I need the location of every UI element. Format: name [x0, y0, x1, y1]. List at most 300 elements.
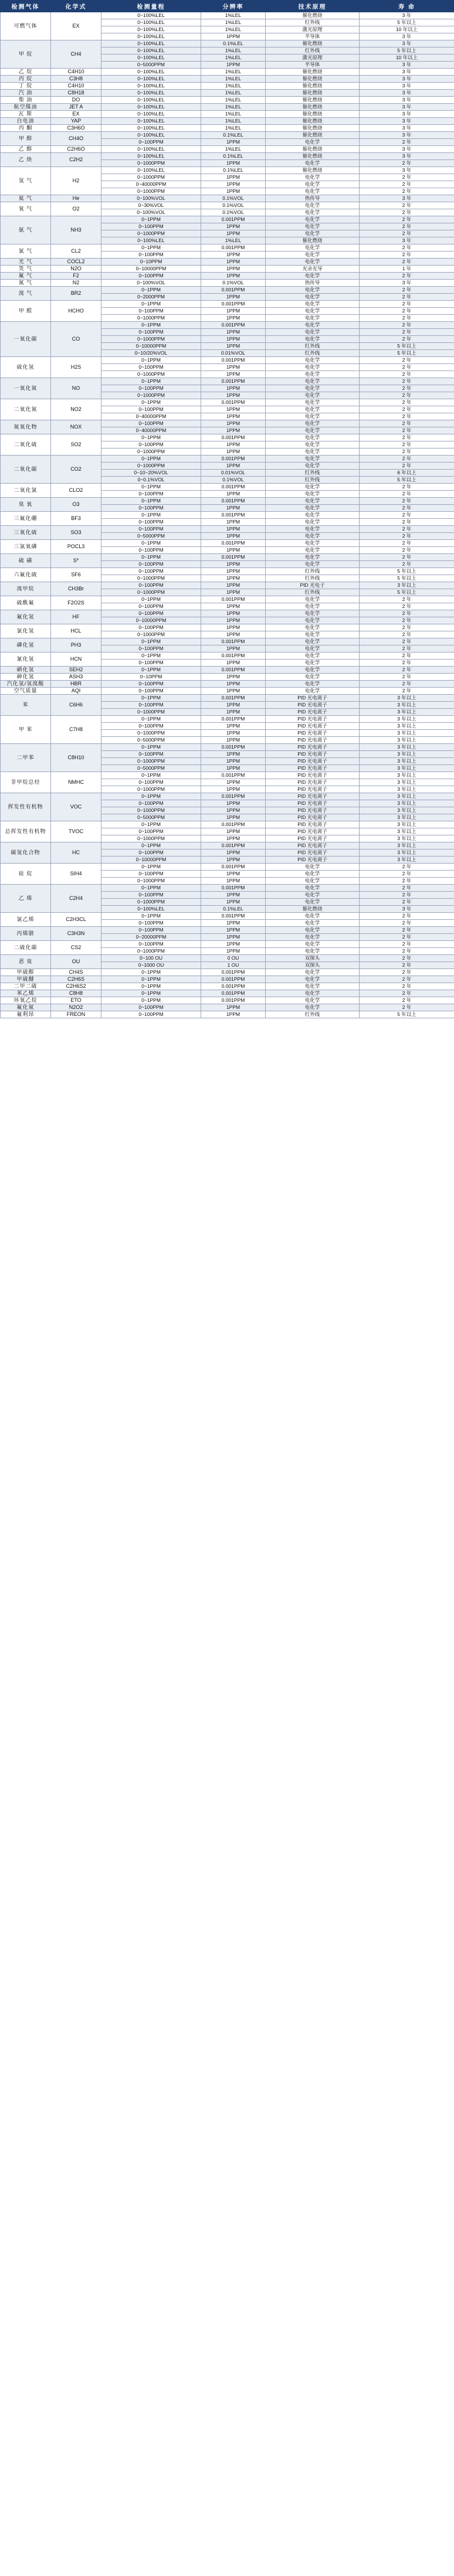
cell-technology: 红外线: [266, 350, 360, 357]
cell-technology: 电化学: [266, 188, 360, 195]
cell-lifetime: 2 年: [360, 434, 454, 441]
cell-technology: 电化学: [266, 448, 360, 456]
cell-formula: NMHC: [51, 772, 101, 793]
cell-lifetime: 2 年: [360, 371, 454, 378]
cell-gas-name: 非甲烷总烃: [1, 772, 51, 793]
cell-formula: CS2: [51, 941, 101, 955]
cell-technology: 电化学: [266, 674, 360, 681]
cell-gas-name: 三氧化硫: [1, 526, 51, 540]
cell-resolution: 1PPM: [201, 603, 266, 610]
cell-gas-name: 二氧化氮: [1, 399, 51, 420]
table-row: [1, 512, 454, 519]
cell-range: 0~1000PPM: [101, 948, 201, 955]
cell-gas-name: 二甲二硫: [1, 983, 51, 990]
cell-resolution: 1PPM: [201, 934, 266, 941]
cell-technology: PID 光电离子: [266, 702, 360, 709]
cell-range: 0~100PPM: [101, 702, 201, 709]
cell-range: 0~100%LEL: [101, 906, 201, 913]
cell-lifetime: 2 年: [360, 441, 454, 448]
cell-resolution: 1PPM: [201, 688, 266, 695]
cell-lifetime: 2 年: [360, 526, 454, 533]
cell-gas-name: 硫 磺: [1, 554, 51, 568]
cell-range: 0~1000PPM: [101, 807, 201, 814]
cell-resolution: 0.001PPM: [201, 512, 266, 519]
cell-range: 0~100%LEL: [101, 83, 201, 90]
cell-resolution: 1PPM: [201, 259, 266, 266]
table-row: [1, 301, 454, 308]
cell-formula: BF3: [51, 512, 101, 526]
cell-formula: HF: [51, 610, 101, 624]
cell-lifetime: 2 年: [360, 638, 454, 645]
table-row: [1, 104, 454, 111]
cell-formula: AQI: [51, 688, 101, 695]
cell-resolution: 1PPM: [201, 589, 266, 596]
cell-lifetime: 3 年以上: [360, 758, 454, 765]
cell-gas-name: 乙 烯: [1, 885, 51, 913]
cell-range: 0~1PPM: [101, 744, 201, 751]
cell-resolution: 1PPM: [201, 730, 266, 737]
cell-lifetime: 5 年以上: [360, 1011, 454, 1018]
cell-range: 0~40000PPM: [101, 181, 201, 188]
cell-technology: 电化学: [266, 181, 360, 188]
cell-resolution: 1PPM: [201, 681, 266, 688]
cell-range: 0~40000PPM: [101, 427, 201, 434]
cell-lifetime: 2 年: [360, 878, 454, 885]
cell-resolution: 1PPM: [201, 702, 266, 709]
cell-lifetime: 2 年: [360, 948, 454, 955]
cell-technology: 电化学: [266, 512, 360, 519]
cell-technology: 电化学: [266, 385, 360, 392]
cell-range: 0~1PPM: [101, 301, 201, 308]
cell-range: 0~100 OU: [101, 955, 201, 962]
cell-resolution: 1PPM: [201, 519, 266, 526]
cell-lifetime: 2 年: [360, 315, 454, 322]
cell-formula: NH3: [51, 216, 101, 244]
cell-technology: 电化学: [266, 287, 360, 294]
cell-resolution: 1PPM: [201, 814, 266, 821]
cell-range: 0~1PPM: [101, 990, 201, 997]
cell-range: 0~100%LEL: [101, 132, 201, 139]
cell-technology: PID 光电离子: [266, 807, 360, 814]
cell-technology: 催化燃烧: [266, 132, 360, 139]
cell-formula: SIH4: [51, 864, 101, 885]
cell-technology: 电化学: [266, 357, 360, 364]
cell-resolution: 1PPM: [201, 610, 266, 617]
cell-resolution: 1%LEL: [201, 97, 266, 104]
cell-formula: HCN: [51, 653, 101, 667]
cell-formula: COCL2: [51, 259, 101, 266]
cell-range: 0~10PPM: [101, 674, 201, 681]
cell-lifetime: 3 年以上: [360, 744, 454, 751]
cell-gas-name: 挥发性有机物: [1, 793, 51, 821]
cell-lifetime: 2 年: [360, 406, 454, 413]
cell-technology: 电化学: [266, 216, 360, 223]
cell-range: 0~1PPM: [101, 540, 201, 547]
table-row: [1, 244, 454, 252]
cell-resolution: 1PPM: [201, 624, 266, 631]
table-row: [1, 624, 454, 631]
cell-gas-name: 乙 醇: [1, 146, 51, 153]
gas-detection-spec-table-page: [0, 0, 454, 1018]
cell-gas-name: 丙 酮: [1, 125, 51, 132]
cell-gas-name: 甲 苯: [1, 716, 51, 744]
cell-range: 0~100PPM: [101, 505, 201, 512]
cell-lifetime: 2 年: [360, 413, 454, 420]
table-row: [1, 716, 454, 723]
cell-range: 0~100%LEL: [101, 40, 201, 47]
cell-formula: POCL3: [51, 540, 101, 554]
cell-range: 0~1000PPM: [101, 730, 201, 737]
cell-technology: 电化学: [266, 420, 360, 427]
cell-range: 0~100PPM: [101, 491, 201, 498]
cell-formula: N2: [51, 280, 101, 287]
cell-technology: 电化学: [266, 554, 360, 561]
table-row: [1, 695, 454, 702]
cell-lifetime: 2 年: [360, 681, 454, 688]
cell-gas-name: 一氧化氮: [1, 378, 51, 399]
cell-lifetime: 2 年: [360, 491, 454, 498]
cell-technology: 催化燃烧: [266, 146, 360, 153]
cell-resolution: 0.001PPM: [201, 434, 266, 441]
cell-resolution: 0.1%LEL: [201, 132, 266, 139]
cell-technology: 电化学: [266, 899, 360, 906]
cell-resolution: 0.001PPM: [201, 498, 266, 505]
cell-range: 0~100PPM: [101, 1004, 201, 1011]
cell-resolution: 1PPM: [201, 1004, 266, 1011]
table-row: [1, 167, 454, 174]
cell-range: 0~1000PPM: [101, 463, 201, 470]
cell-lifetime: 6 年以上: [360, 470, 454, 477]
cell-gas-name: 丙烯腈: [1, 927, 51, 941]
table-row: [1, 842, 454, 849]
cell-technology: 电化学: [266, 371, 360, 378]
cell-technology: 电化学: [266, 561, 360, 568]
cell-range: 0~1000PPM: [101, 174, 201, 181]
cell-resolution: 0.001PPM: [201, 638, 266, 645]
table-row: [1, 266, 454, 273]
cell-resolution: 1%LEL: [201, 146, 266, 153]
cell-range: 0~100PPM: [101, 603, 201, 610]
cell-technology: 电化学: [266, 681, 360, 688]
cell-lifetime: 2 年: [360, 399, 454, 406]
cell-lifetime: 2 年: [360, 308, 454, 315]
cell-range: 0~1PPM: [101, 638, 201, 645]
cell-resolution: 0.001PPM: [201, 821, 266, 828]
cell-lifetime: 3 年以上: [360, 857, 454, 864]
cell-technology: 电化学: [266, 174, 360, 181]
cell-range: 0~1000PPM: [101, 371, 201, 378]
cell-formula: C2H2: [51, 153, 101, 167]
cell-resolution: 1PPM: [201, 737, 266, 744]
cell-lifetime: 5 年以上: [360, 343, 454, 350]
cell-technology: 电化学: [266, 596, 360, 603]
cell-resolution: 0 OU: [201, 955, 266, 962]
cell-technology: 电化学: [266, 427, 360, 434]
cell-resolution: 1PPM: [201, 828, 266, 835]
cell-range: 0~100PPM: [101, 308, 201, 315]
cell-resolution: 1 OU: [201, 962, 266, 969]
cell-formula: C2H6S2: [51, 983, 101, 990]
cell-range: 0~1PPM: [101, 997, 201, 1004]
cell-technology: PID 光电离子: [266, 709, 360, 716]
cell-lifetime: 3 年以上: [360, 737, 454, 744]
cell-lifetime: 2 年: [360, 899, 454, 906]
cell-range: 0~1PPM: [101, 216, 201, 223]
cell-technology: 电化学: [266, 315, 360, 322]
cell-range: 0~1000PPM: [101, 575, 201, 582]
cell-gas-name: 恶 臭: [1, 955, 51, 969]
cell-technology: 催化燃烧: [266, 97, 360, 104]
cell-gas-name: 氟 气: [1, 273, 51, 280]
cell-technology: 热传导: [266, 195, 360, 202]
cell-formula: C2H4: [51, 885, 101, 913]
cell-resolution: 1PPM: [201, 315, 266, 322]
cell-technology: PID 光电离子: [266, 765, 360, 772]
cell-formula: NO: [51, 378, 101, 399]
cell-lifetime: 2 年: [360, 892, 454, 899]
table-row: [1, 111, 454, 118]
cell-range: 0~1000PPM: [101, 392, 201, 399]
cell-range: 0~1PPM: [101, 653, 201, 660]
cell-formula: JET A: [51, 104, 101, 111]
cell-range: 0~1PPM: [101, 885, 201, 892]
table-row: [1, 983, 454, 990]
cell-technology: 电化学: [266, 202, 360, 209]
cell-formula: C7H8: [51, 716, 101, 744]
cell-formula: VOC: [51, 793, 101, 821]
table-row: [1, 913, 454, 920]
cell-gas-name: 硒化氢: [1, 667, 51, 674]
cell-technology: 电化学: [266, 244, 360, 252]
cell-technology: 催化燃烧: [266, 153, 360, 160]
cell-formula: FREON: [51, 1011, 101, 1018]
cell-gas-name: 氟利昂: [1, 1011, 51, 1018]
cell-lifetime: 2 年: [360, 364, 454, 371]
cell-lifetime: 2 年: [360, 660, 454, 667]
cell-formula: CH4: [51, 40, 101, 69]
cell-range: 0~100PPM: [101, 800, 201, 807]
cell-resolution: 0.001PPM: [201, 983, 266, 990]
cell-resolution: 0.1%VOL: [201, 209, 266, 216]
cell-resolution: 1PPM: [201, 758, 266, 765]
cell-gas-name: 一氧化碳: [1, 322, 51, 357]
table-row: [1, 273, 454, 280]
cell-range: 0~1PPM: [101, 596, 201, 603]
cell-resolution: 0.001PPM: [201, 885, 266, 892]
table-row: [1, 976, 454, 983]
cell-range: 0~5000PPM: [101, 533, 201, 540]
cell-resolution: 1PPM: [201, 371, 266, 378]
cell-range: 0~1PPM: [101, 695, 201, 702]
table-row: [1, 90, 454, 97]
cell-resolution: 1PPM: [201, 878, 266, 885]
table-row: [1, 885, 454, 892]
cell-lifetime: 2 年: [360, 533, 454, 540]
cell-technology: 电化学: [266, 941, 360, 948]
cell-technology: 电化学: [266, 653, 360, 660]
cell-technology: 红外线: [266, 477, 360, 484]
cell-resolution: 0.001PPM: [201, 540, 266, 547]
cell-range: 0~1000 OU: [101, 962, 201, 969]
cell-gas-name: 二氧化硫: [1, 434, 51, 456]
cell-lifetime: 2 年: [360, 427, 454, 434]
cell-formula: SF6: [51, 568, 101, 582]
cell-lifetime: 2 年: [360, 624, 454, 631]
cell-technology: PID 光电离子: [266, 758, 360, 765]
cell-lifetime: 2 年: [360, 456, 454, 463]
cell-gas-name: 砷化氢: [1, 674, 51, 681]
cell-technology: PID 光电离子: [266, 842, 360, 849]
cell-resolution: 0.001PPM: [201, 976, 266, 983]
cell-lifetime: 2 年: [360, 202, 454, 209]
cell-range: 0~100PPM: [101, 252, 201, 259]
cell-formula: C6H6: [51, 695, 101, 716]
cell-gas-name: 笑 气: [1, 266, 51, 273]
table-body: [1, 12, 454, 1018]
table-row: [1, 420, 454, 427]
cell-formula: CH4S: [51, 969, 101, 976]
cell-resolution: 1PPM: [201, 723, 266, 730]
cell-lifetime: 2 年: [360, 385, 454, 392]
table-row: [1, 674, 454, 681]
cell-lifetime: 3 年: [360, 40, 454, 47]
cell-technology: PID 光电离子: [266, 835, 360, 842]
cell-gas-name: 航空煤油: [1, 104, 51, 111]
cell-gas-name: 二氧化氯: [1, 484, 51, 498]
cell-technology: 催化燃烧: [266, 237, 360, 244]
cell-resolution: 1%LEL: [201, 69, 266, 76]
cell-gas-name: 碳氢化合物: [1, 842, 51, 864]
cell-formula: SO2: [51, 434, 101, 456]
cell-lifetime: 3 年以上: [360, 814, 454, 821]
cell-range: 0~100%VOL: [101, 280, 201, 287]
cell-range: 0~100PPM: [101, 751, 201, 758]
table-row: [1, 76, 454, 83]
cell-technology: 电化学: [266, 294, 360, 301]
cell-lifetime: 2 年: [360, 463, 454, 470]
table-row: [1, 582, 454, 589]
cell-range: 0~100PPM: [101, 406, 201, 413]
cell-resolution: 0.001PPM: [201, 287, 266, 294]
cell-range: 0~1PPM: [101, 821, 201, 828]
cell-technology: 电化学: [266, 392, 360, 399]
cell-formula: O3: [51, 498, 101, 512]
cell-lifetime: 2 年: [360, 230, 454, 237]
cell-lifetime: 2 年: [360, 934, 454, 941]
cell-resolution: 1PPM: [201, 413, 266, 420]
cell-gas-name: 二氧化碳: [1, 456, 51, 484]
cell-technology: 电化学: [266, 969, 360, 976]
cell-formula: TVOC: [51, 821, 101, 842]
cell-range: 0~100PPM: [101, 610, 201, 617]
cell-technology: 热传导: [266, 280, 360, 287]
cell-lifetime: 3 年以上: [360, 702, 454, 709]
cell-technology: 电化学: [266, 223, 360, 230]
cell-resolution: 1PPM: [201, 441, 266, 448]
cell-resolution: 1PPM: [201, 674, 266, 681]
cell-technology: 电化学: [266, 878, 360, 885]
cell-gas-name: 硅 烷: [1, 864, 51, 885]
cell-range: 0~10000PPM: [101, 617, 201, 624]
table-row: [1, 378, 454, 385]
cell-range: 0~100PPM: [101, 364, 201, 371]
cell-gas-name: 氧 气: [1, 202, 51, 216]
cell-technology: 电化学: [266, 399, 360, 406]
cell-technology: 电化学: [266, 617, 360, 624]
cell-lifetime: 3 年以上: [360, 723, 454, 730]
cell-gas-name: 甲硫醇: [1, 969, 51, 976]
cell-technology: PID 光电离子: [266, 800, 360, 807]
cell-resolution: 1PPM: [201, 631, 266, 638]
cell-lifetime: 3 年: [360, 280, 454, 287]
cell-range: 0~100PPM: [101, 779, 201, 786]
table-row: [1, 83, 454, 90]
cell-technology: PID 光电离子: [266, 857, 360, 864]
table-row: [1, 540, 454, 547]
cell-resolution: 1PPM: [201, 835, 266, 842]
cell-technology: 电化学: [266, 533, 360, 540]
cell-gas-name: 氮氧化物: [1, 420, 51, 434]
cell-formula: C8H8: [51, 990, 101, 997]
table-row: [1, 69, 454, 76]
cell-lifetime: 2 年: [360, 1004, 454, 1011]
cell-lifetime: 2 年: [360, 913, 454, 920]
cell-lifetime: 3 年: [360, 90, 454, 97]
cell-resolution: 1PPM: [201, 779, 266, 786]
table-row: [1, 434, 454, 441]
cell-resolution: 1PPM: [201, 709, 266, 716]
cell-resolution: 1PPM: [201, 751, 266, 758]
cell-lifetime: 2 年: [360, 547, 454, 554]
table-row: [1, 681, 454, 688]
cell-range: 0~20000PPM: [101, 934, 201, 941]
cell-technology: 电化学: [266, 336, 360, 343]
cell-technology: 催化燃烧: [266, 111, 360, 118]
cell-formula: C3H3N: [51, 927, 101, 941]
cell-resolution: 0.001PPM: [201, 744, 266, 751]
cell-technology: 电化学: [266, 913, 360, 920]
cell-resolution: 0.1%VOL: [201, 202, 266, 209]
cell-range: 0~1000PPM: [101, 899, 201, 906]
cell-technology: 催化燃烧: [266, 12, 360, 19]
cell-range: 0~100PPM: [101, 139, 201, 146]
cell-resolution: 1PPM: [201, 273, 266, 280]
cell-lifetime: 5 年以上: [360, 477, 454, 484]
cell-gas-name: 汽 油: [1, 90, 51, 97]
cell-resolution: 0.001PPM: [201, 399, 266, 406]
cell-range: 0~100PPM: [101, 660, 201, 667]
cell-gas-name: 氨 气: [1, 216, 51, 244]
cell-resolution: 0.001PPM: [201, 216, 266, 223]
cell-resolution: 0.001PPM: [201, 969, 266, 976]
cell-resolution: 0.001PPM: [201, 793, 266, 800]
cell-range: 0~1000PPM: [101, 230, 201, 237]
cell-lifetime: 5 年以上: [360, 589, 454, 596]
cell-gas-name: 氯乙烯: [1, 913, 51, 927]
table-row: [1, 554, 454, 561]
cell-lifetime: 2 年: [360, 871, 454, 878]
cell-resolution: 0.001PPM: [201, 357, 266, 364]
cell-range: 0~1PPM: [101, 667, 201, 674]
table-row: [1, 1004, 454, 1011]
table-row: [1, 990, 454, 997]
cell-resolution: 1PPM: [201, 406, 266, 413]
cell-resolution: 1PPM: [201, 294, 266, 301]
cell-gas-name: 氟化氮: [1, 1004, 51, 1011]
cell-gas-name: 柴 油: [1, 97, 51, 104]
cell-gas-name: 臭 氧: [1, 498, 51, 512]
cell-lifetime: 3 年: [360, 146, 454, 153]
